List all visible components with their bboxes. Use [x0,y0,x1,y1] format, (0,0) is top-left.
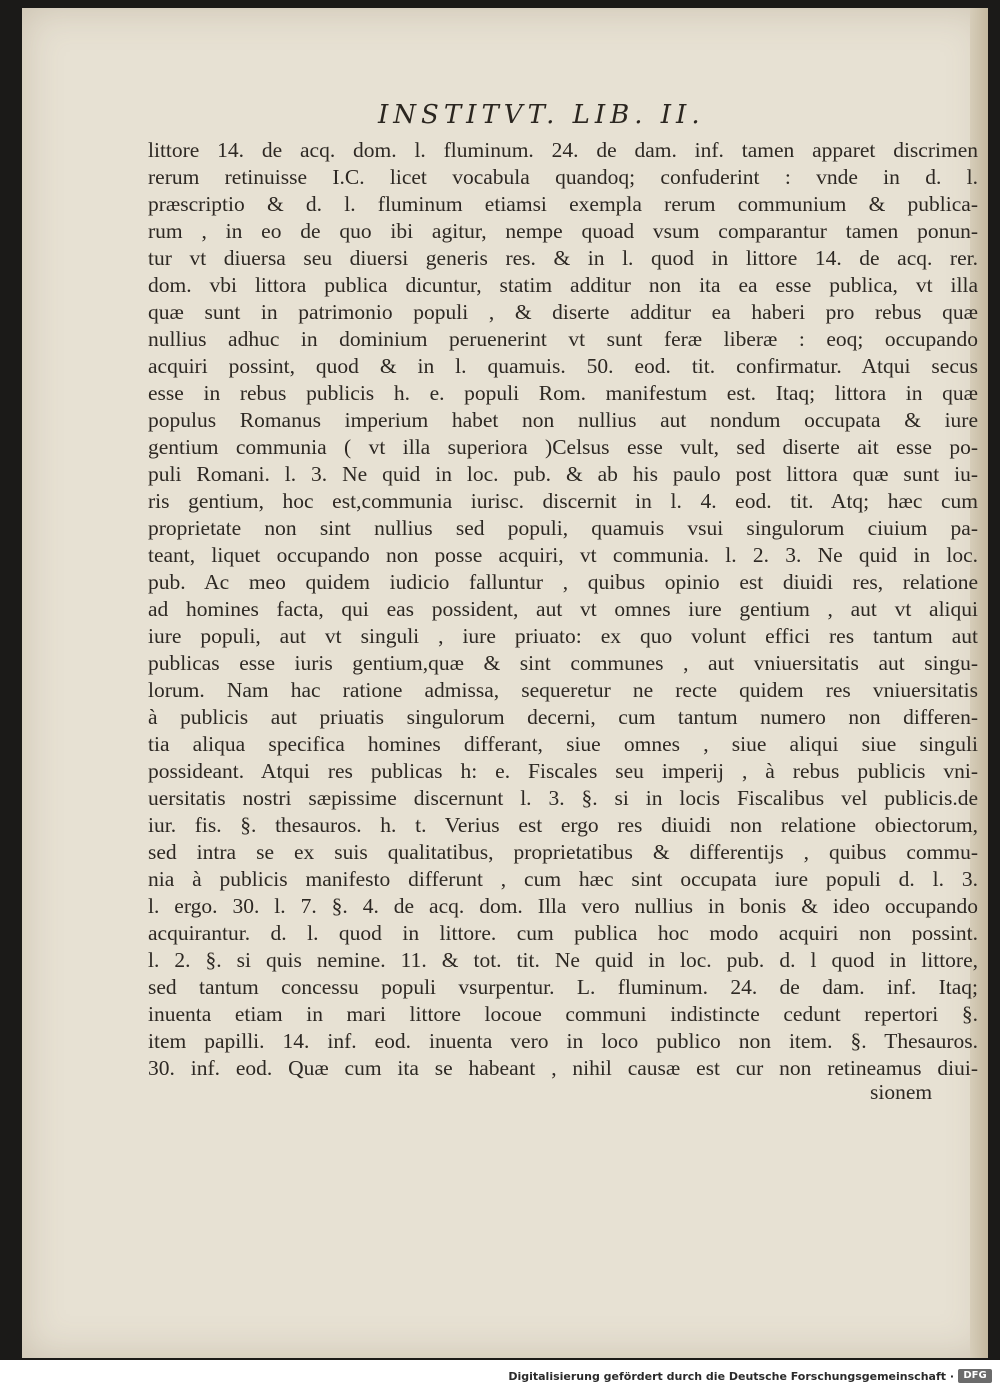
text-line: acquirantur. d. l. quod in littore. cum publica hoc modo acquiri non possint. [148,921,978,945]
text-line: acquiri possint, quod & in l. quamuis. 50. eod. tit. confirmatur. Atqui secus [148,354,978,378]
text-line: lorum. Nam hac ratione admissa, sequeretur ne recte quidem res vniuersitatis [148,678,978,702]
text-line: tia aliqua specifica homines differant, siue omnes , siue aliqui siue singuli [148,732,978,756]
text-line: dom. vbi littora publica dicuntur, statim additur non ita ea esse publica, vt illa [148,273,978,297]
text-line: 30. inf. eod. Quæ cum ita se habeant , nihil causæ est cur non retineamus diui- [148,1056,978,1080]
text-line: inuenta etiam in mari littore locoue communi indistincte cedunt repertori §. [148,1002,978,1026]
footer-bar [0,1360,1000,1388]
text-line: uersitatis nostri sæpissime discernunt l. 3. §. si in locis Fiscalibus vel publicis.de [148,786,978,810]
text-line: ris gentium, hoc est,communia iurisc. discernit in l. 4. eod. tit. Atq; hæc cum [148,489,978,513]
running-head: INSTITVT. LIB. II. [378,100,705,130]
text-line: esse in rebus publicis h. e. populi Rom. manifestum est. Itaq; littora in quæ [148,381,978,405]
text-line: possideant. Atqui res publicas h: e. Fiscales seu imperij , à rebus publicis vni- [148,759,978,783]
text-line: præscriptio & d. l. fluminum etiamsi exempla rerum communium & publica- [148,192,978,216]
text-line: rum , in eo de quo ibi agitur, nempe quoad vsum comparantur tamen ponun- [148,219,978,243]
text-line: rerum retinuisse I.C. licet vocabula quandoq; confuderint : vnde in d. l. [148,165,978,189]
text-line: quæ sunt in patrimonio populi , & diserte additur ea haberi pro rebus quæ [148,300,978,324]
text-line: sed tantum concessu populi vsurpentur. L. fluminum. 24. de dam. inf. Itaq; [148,975,978,999]
text-line: teant, liquet occupando non posse acquiri, vt communia. l. 2. 3. Ne quid in loc. [148,543,978,567]
text-line: populus Romanus imperium habet non nullius aut nondum occupata & iure [148,408,978,432]
text-line: publicas esse iuris gentium,quæ & sint communes , aut vniuersitatis aut singu- [148,651,978,675]
text-line: sed intra se ex suis qualitatibus, proprietatibus & differentijs , quibus commu- [148,840,978,864]
funding-credit: Digitalisierung gefördert durch die Deutsche Forschungsgemeinschaft · [508,1370,954,1383]
text-line: proprietate non sint nullius sed populi, quamuis vsui singulorum ciuium pa- [148,516,978,540]
text-line: nullius adhuc in dominium peruenerint vt sunt feræ liberæ : eoq; occupando [148,327,978,351]
dfg-logo-icon: DFG [958,1369,992,1383]
text-line: iure populi, aut vt singuli , iure priuato: ex quo volunt effici res tantum aut [148,624,978,648]
catchword: sionem [870,1080,933,1104]
text-line: nia à publicis manifesto differunt , cum hæc sint occupata iure populi d. l. 3. [148,867,978,891]
text-line: l. 2. §. si quis nemine. 11. & tot. tit. Ne quid in loc. pub. d. l quod in littore, [148,948,978,972]
text-line: l. ergo. 30. l. 7. §. 4. de acq. dom. Illa vero nullius in bonis & ideo occupando [148,894,978,918]
body-text [148,137,978,1082]
text-line: littore 14. de acq. dom. l. fluminum. 24. de dam. inf. tamen apparet discrimen [148,138,978,162]
text-line: pub. Ac meo quidem iudicio falluntur , quibus opinio est diuidi res, relatione [148,570,978,594]
text-line: iur. fis. §. thesauros. h. t. Verius est ergo res diuidi non relatione obiectorum, [148,813,978,837]
text-line: ad homines facta, qui eas possident, aut vt omnes iure gentium , aut vt aliqui [148,597,978,621]
text-line: item papilli. 14. inf. eod. inuenta vero in loco publico non item. §. Thesauros. [148,1029,978,1053]
text-line: à publicis aut priuatis singulorum decerni, cum tantum numero non differen- [148,705,978,729]
text-line: tur vt diuersa seu diuersi generis res. & in l. quod in littore 14. de acq. rer. [148,246,978,270]
text-line: gentium communia ( vt illa superiora )Celsus esse vult, sed diserte ait esse po- [148,435,978,459]
text-line: puli Romani. l. 3. Ne quid in loc. pub. & ab his paulo post littora quæ sunt iu- [148,462,978,486]
